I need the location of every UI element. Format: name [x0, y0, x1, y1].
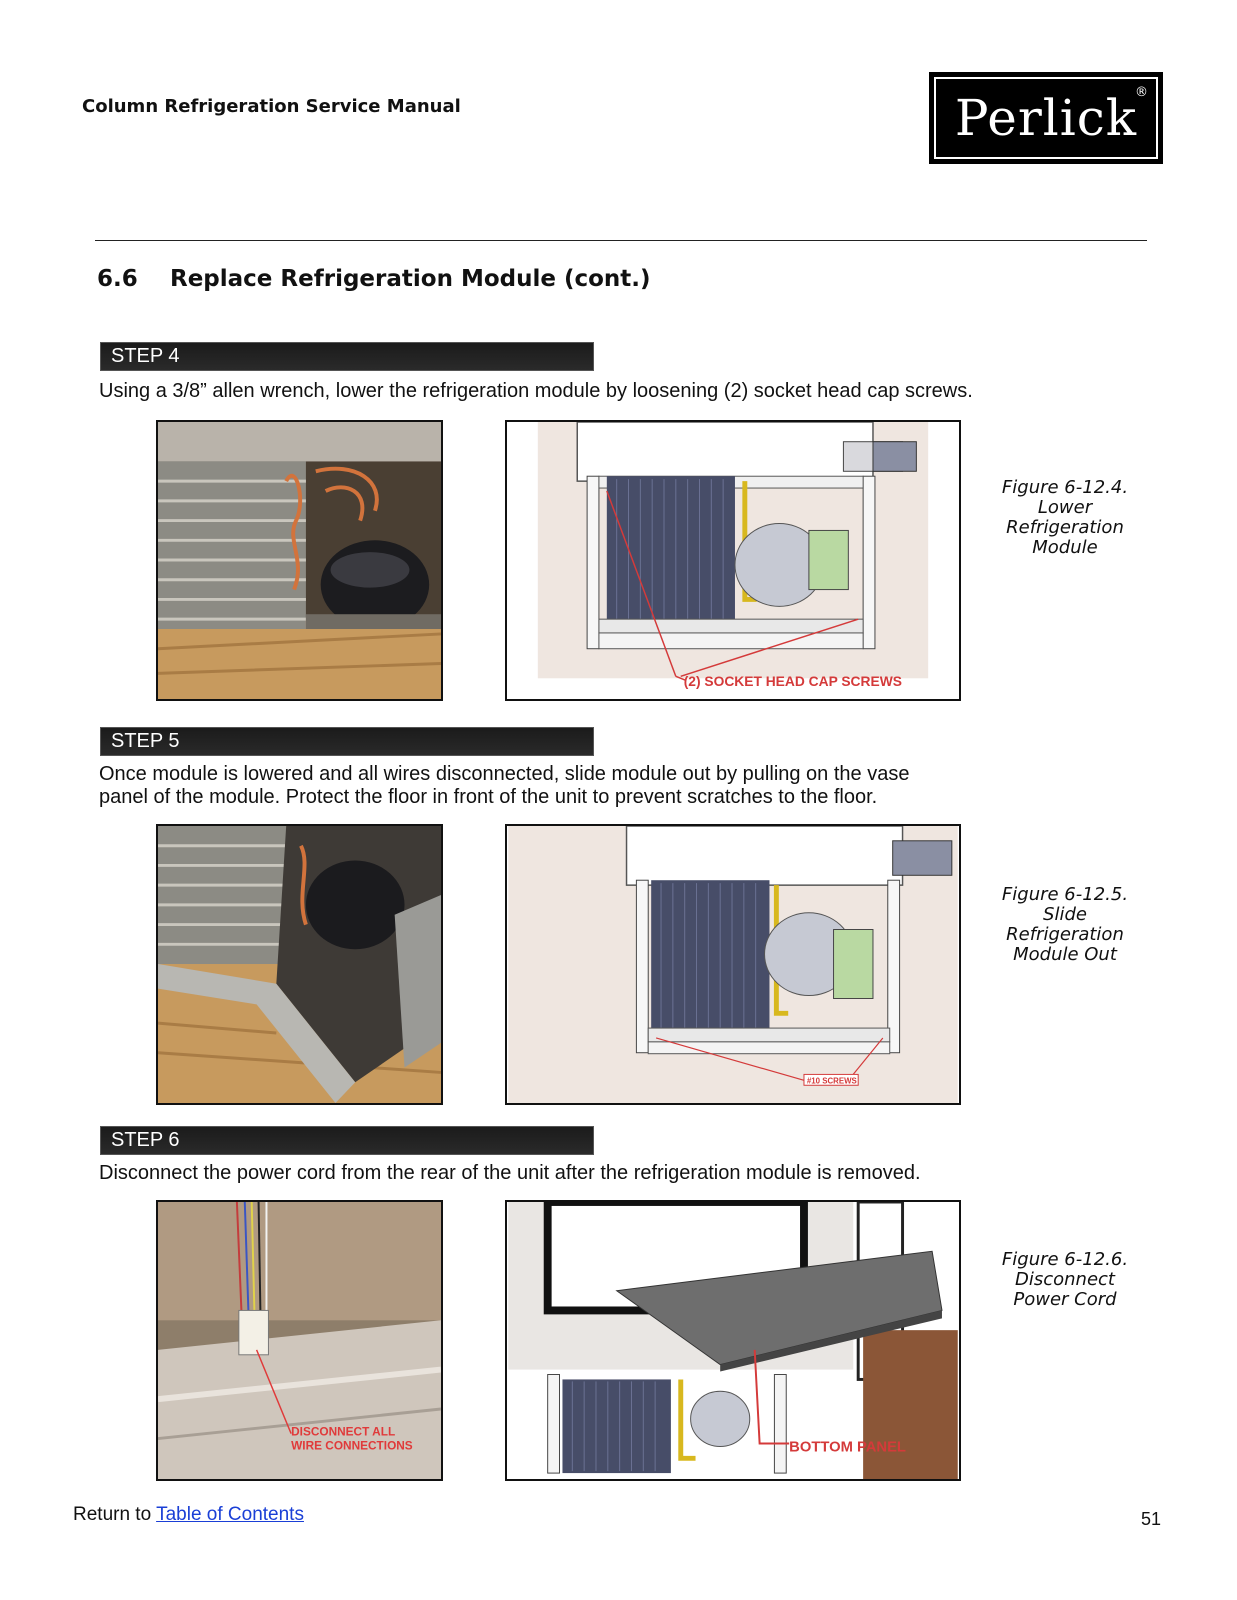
step-6-drawing [505, 1200, 961, 1481]
step-6-line-1: Disconnect the power cord from the rear of the unit after the refrigeration module is removed. [99, 1162, 921, 1184]
step-5-drawing-callout: #10 SCREWS [806, 1076, 857, 1086]
caption-line: Lower [1037, 497, 1093, 518]
step-4-drawing [505, 420, 961, 701]
manual-title: Column Refrigeration Service Manual [82, 96, 461, 117]
logo-wordmark: Perlick [954, 89, 1138, 147]
caption-line: Slide [1043, 904, 1087, 925]
step-6-text [99, 1162, 1059, 1185]
figure-caption-6-12-4 [985, 478, 1145, 558]
caption-line: Refrigeration [1006, 517, 1124, 538]
caption-line: Module Out [1013, 944, 1117, 965]
caption-line: Power Cord [1013, 1289, 1117, 1310]
step-5-line-1: Once module is lowered and all wires disconnected, slide module out by pulling on the vase [99, 763, 910, 785]
step-6-bar: STEP 6 [100, 1126, 594, 1155]
caption-line: Figure 6-12.5. [1001, 884, 1129, 905]
page-number: 51 [1141, 1509, 1162, 1529]
section-heading [97, 266, 651, 292]
section-title-text: Replace Refrigeration Module (cont.) [170, 266, 651, 292]
registered-mark: ® [1135, 85, 1148, 100]
step-5-drawing [505, 824, 961, 1105]
step-5-text [99, 763, 1059, 809]
table-of-contents-link[interactable]: Table of Contents [156, 1504, 304, 1525]
caption-line: Module [1032, 537, 1098, 558]
step-6-photo-callout-line-1: DISCONNECT ALL [291, 1424, 396, 1439]
step-5-photo [156, 824, 443, 1105]
section-number: 6.6 [97, 266, 138, 292]
step-5-bar: STEP 5 [100, 727, 594, 756]
step-6-drawing-callout: BOTTOM PANEL [789, 1439, 906, 1456]
step-4-drawing-callout: (2) SOCKET HEAD CAP SCREWS [683, 674, 902, 690]
footer-return-text: Return to [73, 1504, 152, 1525]
footer-return [73, 1504, 304, 1526]
figure-caption-6-12-6 [985, 1250, 1145, 1310]
caption-line: Refrigeration [1006, 924, 1124, 945]
step-4-text [99, 380, 1059, 403]
figure-caption-6-12-5 [985, 885, 1145, 965]
caption-line: Disconnect [1015, 1269, 1115, 1290]
step-6-photo [156, 1200, 443, 1481]
perlick-logo [929, 72, 1163, 164]
step-4-line-1: Using a 3/8” allen wrench, lower the refrigeration module by loosening (2) socket head cap screws. [99, 380, 973, 402]
step-5-line-2: panel of the module. Protect the floor in front of the unit to prevent scratches to the floor. [99, 786, 878, 808]
header-divider [95, 240, 1147, 241]
caption-line: Figure 6-12.4. [1001, 477, 1129, 498]
step-4-photo [156, 420, 443, 701]
step-6-photo-callout-line-2: WIRE CONNECTIONS [291, 1438, 413, 1453]
caption-line: Figure 6-12.6. [1001, 1249, 1129, 1270]
step-4-bar: STEP 4 [100, 342, 594, 371]
